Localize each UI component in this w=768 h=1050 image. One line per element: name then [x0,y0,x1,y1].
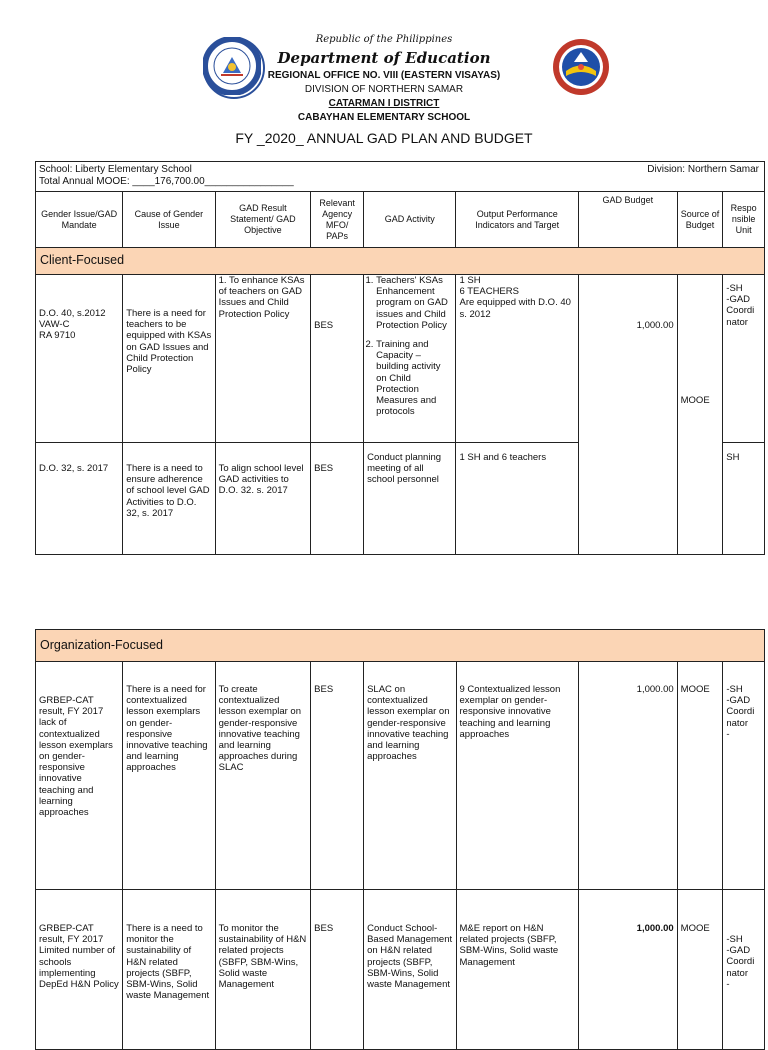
activity-cell [364,275,456,443]
source-cell: MOOE [677,890,723,1050]
gad-plan-table-client [35,161,765,555]
unit-cell: SH [723,443,765,555]
col-header: GAD Budget [579,192,678,248]
school-line: CABAYHAN ELEMENTARY SCHOOL [297,112,471,123]
activity-cell: Conduct planning meeting of all school personnel [364,443,456,555]
unit-cell: -SH -GAD Coordi nator [723,275,765,443]
source-cell: MOOE [677,275,723,555]
col-header: Respo nsible Unit [723,192,765,248]
republic-line: Republic of the Philippines [315,34,453,45]
mfo-cell: BES [311,275,364,443]
table-row [36,275,765,443]
section-organization-focused: Organization-Focused [36,630,765,662]
col-header: GAD Activity [364,192,456,248]
output-cell: 9 Contextualized lesson exemplar on gender-responsive innovative teaching and learning approaches [456,662,579,890]
col-header: Source of Budget [677,192,723,248]
page-title: FY _2020_ ANNUAL GAD PLAN AND BUDGET [235,130,533,146]
district-line: CATARMAN I DISTRICT [328,98,440,109]
mfo-cell: BES [311,890,364,1050]
col-header: Relevant Agency MFO/ PAPs [311,192,364,248]
activity-cell: Conduct School-Based Management on H&N related projects (SBFP, SBM-Wins, Solid waste Management [364,890,456,1050]
col-header: Output Performance Indicators and Target [456,192,579,248]
objective-cell: To monitor the sustainability of H&N related projects (SBFP, SBM-Wins, Solid waste Management [215,890,311,1050]
objective-cell: 1. To enhance KSAs of teachers on GAD Issues and Child Protection Policy [215,275,311,443]
mfo-cell: BES [311,443,364,555]
activity-cell: SLAC on contextualized lesson exemplar on gender-responsive innovative teaching and learning approaches [364,662,456,890]
region-line: REGIONAL OFFICE NO. VIII (EASTERN VISAYAS) [267,70,501,81]
cause-cell: There is a need for contextualized lesson exemplars on gender-responsive innovative teaching and learning approaches [123,662,215,890]
mfo-cell: BES [311,662,364,890]
output-cell: 1 SH and 6 teachers [456,443,579,555]
school-name: School: Liberty Elementary School [39,164,192,175]
objective-cell: To align school level GAD activities to D.O. 32. s. 2017 [215,443,311,555]
col-header: Cause of Gender Issue [123,192,215,248]
cause-cell: There is a need for teachers to be equipped with KSAs on GAD Issues and Child Protection Policy [123,275,215,443]
cause-cell: There is a need to monitor the sustainability of H&N related projects (SBFP, SBM-Wins, Solid waste Management [123,890,215,1050]
school-info-row [36,162,765,192]
budget-cell: 1,000.00 [579,275,678,555]
mandate-cell: GRBEP-CAT result, FY 2017 lack of contextualized lesson exemplars on gender-responsive innovative teaching and learning approaches [36,662,123,890]
total-mooe: Total Annual MOOE: ____176,700.00________________ [39,176,294,187]
unit-cell: -SH -GAD Coordi nator - [723,890,765,1050]
activity-item: 1. Teachers' KSAs Enhancement program on GAD issues and Child Protection Policy [376,275,452,331]
division-line: DIVISION OF NORTHERN SAMAR [304,84,464,95]
gad-plan-table-organization [35,629,765,1050]
col-header: GAD Result Statement/ GAD Objective [215,192,311,248]
cause-cell: There is a need to ensure adherence of school level GAD Activities to D.O. 32, s. 2017 [123,443,215,555]
budget-cell: 1,000.00 [579,890,678,1050]
division-name: Division: Northern Samar [647,164,759,175]
mandate-cell: GRBEP-CAT result, FY 2017 Limited number of schools implementing DepEd H&N Policy [36,890,123,1050]
output-cell: M&E report on H&N related projects (SBFP, SBM-Wins, Solid waste Management [456,890,579,1050]
table-row [36,890,765,1050]
budget-cell: 1,000.00 [579,662,678,890]
source-cell: MOOE [677,662,723,890]
section-client-focused: Client-Focused [36,248,765,275]
department-name: Department of Education [277,49,491,67]
unit-cell: -SH -GAD Coordi nator - [723,662,765,890]
col-header: Gender Issue/GAD Mandate [36,192,123,248]
objective-cell: To create contextualized lesson exemplar on gender-responsive innovative teaching and learning approaches during SLAC [215,662,311,890]
output-cell: 1 SH 6 TEACHERS Are equipped with D.O. 40 s. 2012 [456,275,579,443]
table-row [36,662,765,890]
activity-item: 2. Training and Capacity – building activity on Child Protection Measures and protocols [376,339,452,417]
column-header-row [36,192,765,248]
mandate-cell: D.O. 40, s.2012 VAW-C RA 9710 [36,275,123,443]
mandate-cell: D.O. 32, s. 2017 [36,443,123,555]
